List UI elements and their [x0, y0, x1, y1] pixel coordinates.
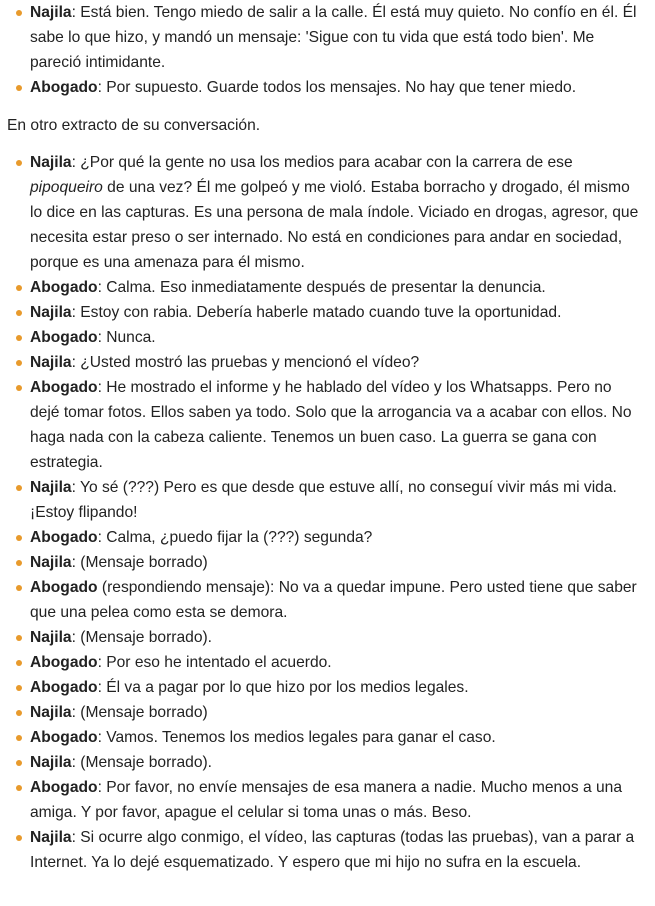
speaker-name: Abogado [30, 679, 98, 696]
dialogue-item [30, 750, 641, 775]
dialogue-text: : Si ocurre algo conmigo, el vídeo, las capturas (todas las pruebas), van a parar a Internet. Ya lo dejé esquematizado. Y espero que mi hijo no sufra en la escuela. [30, 829, 635, 871]
speaker-name: Abogado [30, 729, 98, 746]
dialogue-list-top [0, 0, 655, 100]
dialogue-list-main [0, 150, 655, 875]
dialogue-item [30, 475, 641, 525]
dialogue-text: : Estoy con rabia. Debería haberle matado cuando tuve la oportunidad. [71, 304, 562, 321]
speaker-name: Najila [30, 479, 72, 496]
dialogue-text: : Por favor, no envíe mensajes de esa manera a nadie. Mucho menos a una amiga. Y por favor, apague el celular si toma unas o más. Beso. [30, 779, 623, 821]
speaker-name: Abogado [30, 654, 98, 671]
dialogue-text: : (Mensaje borrado) [71, 704, 208, 721]
dialogue-item [30, 725, 641, 750]
dialogue-text: : (Mensaje borrado). [71, 754, 213, 771]
speaker-name: Abogado [30, 579, 98, 596]
dialogue-item [30, 525, 641, 550]
speaker-name: Najila [30, 629, 72, 646]
speaker-name: Abogado [30, 379, 98, 396]
speaker-name: Abogado [30, 529, 98, 546]
speaker-name: Najila [30, 829, 72, 846]
dialogue-item [30, 0, 641, 75]
dialogue-item [30, 625, 641, 650]
dialogue-item [30, 325, 641, 350]
dialogue-text: : Calma, ¿puedo fijar la (???) segunda? [97, 529, 373, 546]
dialogue-text: : Vamos. Tenemos los medios legales para ganar el caso. [97, 729, 496, 746]
dialogue-item [30, 75, 641, 100]
dialogue-item [30, 550, 641, 575]
speaker-name: Najila [30, 754, 72, 771]
dialogue-text: : (Mensaje borrado). [71, 629, 213, 646]
dialogue-text: : ¿Usted mostró las pruebas y mencionó el vídeo? [71, 354, 420, 371]
dialogue-item [30, 350, 641, 375]
speaker-name: Abogado [30, 779, 98, 796]
speaker-name: Najila [30, 154, 72, 171]
dialogue-item [30, 650, 641, 675]
dialogue-text: de una vez? Él me golpeó y me violó. Estaba borracho y drogado, él mismo lo dice en las capturas. Es una persona de mala índole. Viciado en drogas, agresor, que necesita estar preso o ser internado. No está en condiciones para andar en sociedad, porque es una amenaza para él mismo. [30, 179, 639, 271]
dialogue-item [30, 825, 641, 875]
dialogue-item [30, 775, 641, 825]
dialogue-text: : ¿Por qué la gente no usa los medios para acabar con la carrera de ese [71, 154, 573, 171]
dialogue-text: : Yo sé (???) Pero es que desde que estuve allí, no conseguí vivir más mi vida. ¡Estoy flipando! [30, 479, 617, 521]
dialogue-item [30, 700, 641, 725]
dialogue-item [30, 275, 641, 300]
dialogue-text: : He mostrado el informe y he hablado del vídeo y los Whatsapps. Pero no dejé tomar fotos. Ellos saben ya todo. Solo que la arrogancia va a acabar con ellos. No haga nada con la cabeza caliente. Tenemos un buen caso. La guerra se gana con estrategia. [30, 379, 632, 471]
dialogue-text: : Calma. Eso inmediatamente después de presentar la denuncia. [97, 279, 546, 296]
dialogue-text: : (Mensaje borrado) [71, 554, 208, 571]
dialogue-item [30, 575, 641, 625]
dialogue-text: : Por eso he intentado el acuerdo. [97, 654, 332, 671]
emphasized-word: pipoqueiro [30, 179, 103, 196]
dialogue-text: : Por supuesto. Guarde todos los mensajes. No hay que tener miedo. [97, 79, 577, 96]
speaker-name: Abogado [30, 329, 98, 346]
speaker-name: Abogado [30, 279, 98, 296]
intro-paragraph: En otro extracto de su conversación. [7, 117, 261, 134]
speaker-name: Najila [30, 554, 72, 571]
speaker-name: Najila [30, 704, 72, 721]
dialogue-item [30, 300, 641, 325]
dialogue-item [30, 150, 641, 275]
dialogue-item [30, 675, 641, 700]
dialogue-text: : Está bien. Tengo miedo de salir a la calle. Él está muy quieto. No confío en él. Él sabe lo que hizo, y mandó un mensaje: 'Sigue con tu vida que está todo bien'. Me pareció intimidante. [30, 4, 637, 71]
dialogue-item [30, 375, 641, 475]
dialogue-text: : Él va a pagar por lo que hizo por los medios legales. [97, 679, 469, 696]
speaker-name: Najila [30, 304, 72, 321]
speaker-name: Najila [30, 354, 72, 371]
speaker-name: Najila [30, 4, 72, 21]
speaker-name: Abogado [30, 79, 98, 96]
dialogue-text: (respondiendo mensaje): No va a quedar impune. Pero usted tiene que saber que una pelea como esta se demora. [30, 579, 637, 621]
dialogue-text: : Nunca. [97, 329, 156, 346]
